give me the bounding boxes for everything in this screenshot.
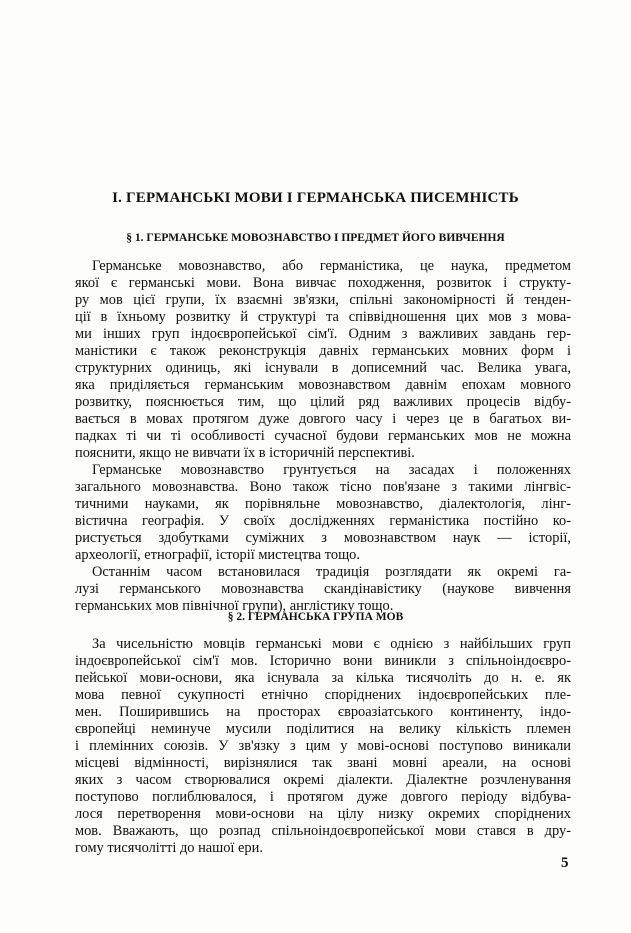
text-line: європейці неминуче мусили поділитися на велику кількість племен — [75, 721, 571, 737]
section-1-title: § 1. ГЕРМАНСЬКЕ МОВОЗНАВСТВО І ПРЕДМЕТ ЙОГО ВИВЧЕННЯ — [126, 232, 505, 244]
section-2-text — [75, 636, 571, 857]
text-line: і племінних союзів. У зв'язку з цим у мові-основі поступово виникали — [75, 738, 571, 754]
text-line: ми інших груп індоєвропейської сім'ї. Одним з важливих завдань гер- — [75, 326, 571, 342]
text-line: поступово поглиблювалося, і протягом дуже довгого періоду відбува- — [75, 789, 571, 805]
text-line: мов. Вважають, що розпад спільноіндоєвропейської мови стався в дру- — [75, 823, 571, 839]
text-line: мен. Поширившись на просторах євроазіатського континенту, індо- — [75, 704, 571, 720]
text-line: якої є германські мови. Вона вивчає походження, розвиток і структу- — [75, 275, 571, 291]
section-2-title: § 2. ГЕРМАНСЬКА ГРУПА МОВ — [227, 611, 404, 623]
text-line: ристується здобутками суміжних з мовознавством наук — історії, — [75, 530, 571, 546]
chapter-title: I. ГЕРМАНСЬКІ МОВИ І ГЕРМАНСЬКА ПИСЕМНІСТЬ — [112, 190, 519, 206]
section-1-text — [75, 258, 571, 615]
text-line: вається в мовах протягом дуже довгого часу і через це в багатьох ви- — [75, 411, 571, 427]
text-line: загального мовознавства. Воно також тісно пов'язане з такими лінгвіс- — [75, 479, 571, 495]
text-line: За чисельністю мовців германські мови є однією з найбільших груп — [92, 636, 571, 652]
text-line: Германське мовознавство, або германістика, це наука, предметом — [92, 258, 571, 274]
text-line: германських мов північної групи), англістику тощо. — [75, 598, 394, 614]
text-line: Германське мовознавство грунтується на засадах і положеннях — [92, 462, 571, 478]
text-line: гому тисячолітті до нашої ери. — [75, 840, 263, 856]
text-line: яка приділяється германським мовознавством давнім епохам мовного — [75, 377, 571, 393]
text-line: маністики є також реконструкція давніх германських мовних форм і — [75, 343, 571, 359]
text-line: пояснити, якщо не вивчати їх в історичній перспективі. — [75, 445, 415, 461]
text-line: тичними науками, як порівняльне мовознавство, діалектологія, лінг- — [75, 496, 571, 512]
text-line: індоєвропейської сім'ї мов. Історично вони виникли з спільноіндоєвро- — [75, 653, 571, 669]
page-number: 5 — [561, 855, 569, 871]
text-line: місцеві відмінності, вирізнялися так звані мовні ареали, на основі — [75, 755, 571, 771]
text-line: ру мов цієї групи, їх взаємні зв'язки, спільні закономірності й тенден- — [75, 292, 571, 308]
text-line: падках ті чи ті особливості сучасної будови германських мов не можна — [75, 428, 571, 444]
text-line: мова певної сукупності етнічно споріднених індоєвропейських пле- — [75, 687, 571, 703]
text-line: яких з часом створювалися окремі діалекти. Діалектне розчленування — [75, 772, 571, 788]
text-line: структурних одиниць, які існували в дописемний час. Велика увага, — [75, 360, 571, 376]
text-line: ції в їхньому розвитку й структурі та співвідношення цих мов з мова- — [75, 309, 571, 325]
text-line: пейської мови-основи, яка існувала за кілька тисячоліть до н. е. як — [75, 670, 571, 686]
text-line: лузі германського мовознавства скандінавістику (наукове вивчення — [75, 581, 571, 597]
text-line: лося перетворення мови-основи на цілу низку окремих споріднених — [75, 806, 571, 822]
text-line: розвитку, пояснюється тим, що цілий ряд важливих процесів відбу- — [75, 394, 571, 410]
text-line: вістична географія. У своїх дослідженнях германістика постійно ко- — [75, 513, 571, 529]
text-line: археології, етнографії, історії мистецтва тощо. — [75, 547, 360, 563]
text-line: Останнім часом встановилася традиція розглядати як окремі га- — [92, 564, 571, 580]
